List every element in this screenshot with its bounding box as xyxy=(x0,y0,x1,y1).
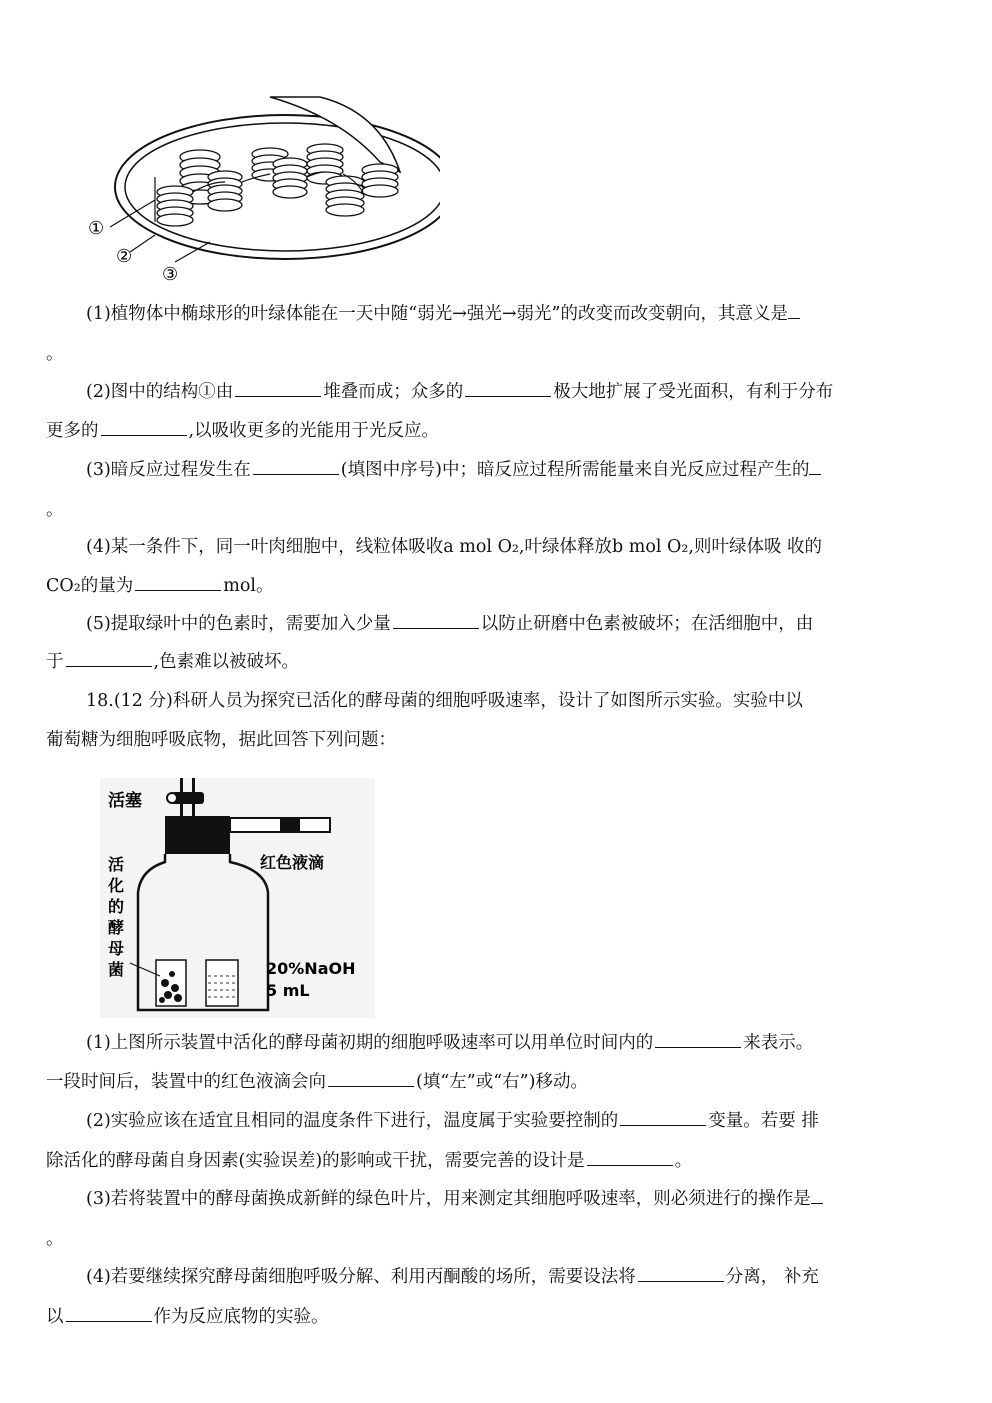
valve-label: 活塞 xyxy=(108,791,142,811)
q17-line-7: (4)某一条件下，同一叶肉细胞中，线粒体吸收a mol O₂,叶绿体释放b mol O₂,则叶绿体吸 收的 xyxy=(86,537,823,557)
svg-text:菌: 菌 xyxy=(108,960,125,979)
q17-line-8: CO₂的量为 mol。 xyxy=(46,576,274,596)
q18-line-5: (3)若将装置中的酵母菌换成新鲜的绿色叶片，用来测定其细胞呼吸速率，则必须进行的操作是 xyxy=(86,1188,926,1210)
q17-line-10: 于 ,色素难以被破坏。 xyxy=(46,652,300,672)
answer-blank[interactable] xyxy=(101,421,187,436)
chloroplast-figure xyxy=(80,82,440,287)
q18-intro-2: 葡萄糖为细胞呼吸底物，据此回答下列问题： xyxy=(46,730,396,750)
q17-line-3: (2)图中的结构①由 堆叠而成；众多的 极大地扩展了受光面积，有利于分布 xyxy=(86,382,834,402)
label-1: ① xyxy=(88,218,105,239)
q17-line-6: 。 xyxy=(46,500,64,520)
q18-line-6: 。 xyxy=(46,1229,64,1249)
q17-line-5: (3)暗反应过程发生在 (填图中序号)中；暗反应过程所需能量来自光反应过程产生的 xyxy=(86,459,926,481)
q17-line-9: (5)提取绿叶中的色素时，需要加入少量 以防止研磨中色素被破坏；在活细胞中，由 xyxy=(86,614,814,634)
answer-blank[interactable] xyxy=(809,460,821,475)
red-drop-label: 红色液滴 xyxy=(260,853,325,872)
answer-blank[interactable] xyxy=(328,1072,414,1087)
q18-intro-1: 18.(12 分)科研人员为探究已活化的酵母菌的细胞呼吸速率，设计了如图所示实验。实验中以 xyxy=(86,691,803,711)
answer-blank[interactable] xyxy=(587,1151,673,1166)
svg-text:母: 母 xyxy=(108,939,125,958)
answer-blank[interactable] xyxy=(465,382,551,397)
answer-blank[interactable] xyxy=(66,652,152,667)
q17-line-4: 更多的 ,以吸收更多的光能用于光反应。 xyxy=(46,421,440,441)
apparatus-figure xyxy=(100,778,375,1018)
answer-blank[interactable] xyxy=(788,304,800,319)
svg-text:的: 的 xyxy=(108,897,125,916)
q18-line-3: (2)实验应该在适宜且相同的温度条件下进行，温度属于实验要控制的 变量。若要 排 xyxy=(86,1111,819,1131)
svg-text:化: 化 xyxy=(108,876,125,895)
answer-blank[interactable] xyxy=(235,382,321,397)
label-2: ② xyxy=(116,246,133,267)
q18-line-8: 以 作为反应底物的实验。 xyxy=(46,1307,329,1327)
answer-blank[interactable] xyxy=(620,1111,706,1126)
volume-label: 5 mL xyxy=(266,981,310,1000)
q17-line-1: (1)植物体中椭球形的叶绿体能在一天中随“弱光→强光→弱光”的改变而改变朝向，其意义是 xyxy=(86,303,926,325)
answer-blank[interactable] xyxy=(393,614,479,629)
q18-line-7: (4)若要继续探究酵母菌细胞呼吸分解、利用丙酮酸的场所，需要设法将 分离， 补充 xyxy=(86,1267,819,1287)
svg-text:活: 活 xyxy=(108,855,125,874)
q18-line-4: 除活化的酵母菌自身因素(实验误差)的影响或干扰，需要完善的设计是 。 xyxy=(46,1151,693,1171)
naoh-label: 20%NaOH xyxy=(266,959,356,978)
svg-text:酵: 酵 xyxy=(108,918,125,937)
answer-blank[interactable] xyxy=(66,1307,152,1322)
answer-blank[interactable] xyxy=(811,1189,823,1204)
answer-blank[interactable] xyxy=(655,1033,741,1048)
answer-blank[interactable] xyxy=(638,1267,724,1282)
answer-blank[interactable] xyxy=(135,576,221,591)
answer-blank[interactable] xyxy=(253,460,339,475)
q18-line-1: (1)上图所示装置中活化的酵母菌初期的细胞呼吸速率可以用单位时间内的 来表示。 xyxy=(86,1033,814,1053)
q17-line-2: 。 xyxy=(46,344,64,364)
label-3: ③ xyxy=(162,264,179,285)
q18-line-2: 一段时间后，装置中的红色液滴会向 (填“左”或“右”)移动。 xyxy=(46,1072,588,1092)
